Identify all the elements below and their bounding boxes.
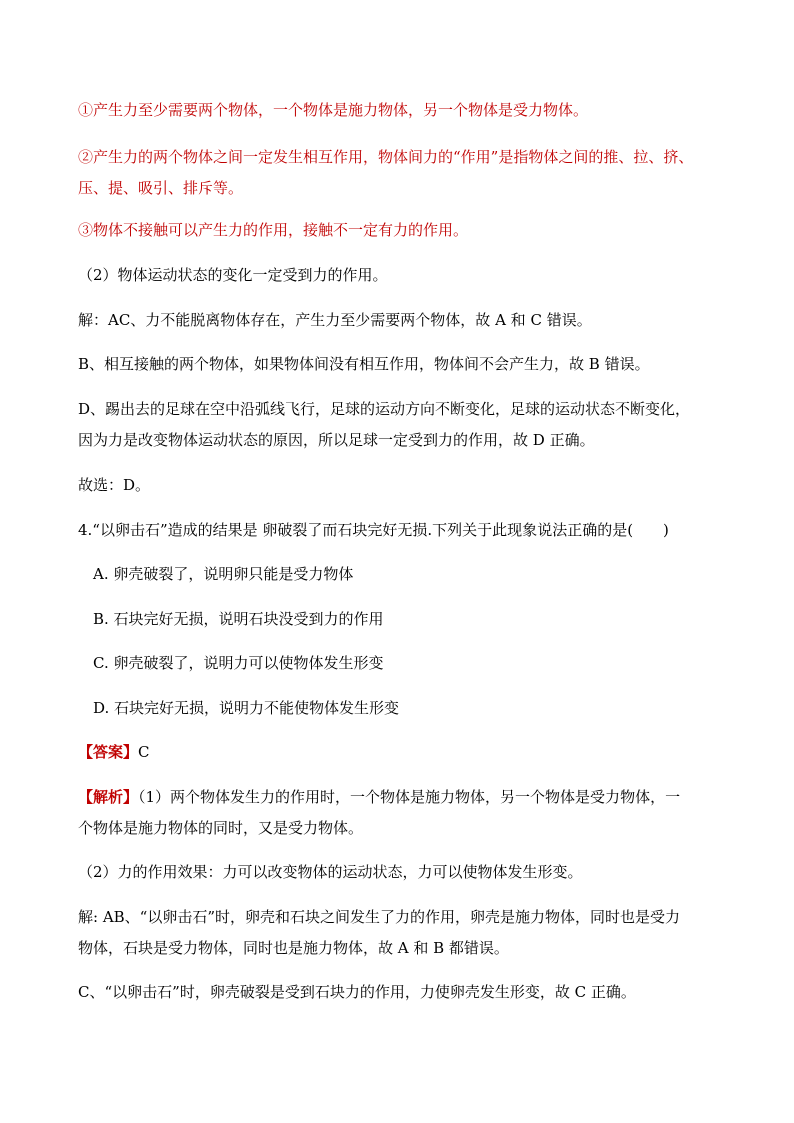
red-point-3: ③物体不接触可以产生力的作用，接触不一定有力的作用。 [78, 221, 469, 239]
q3-solution-d-line2: 因为力是改变物体运动状态的原因，所以足球一定受到力的作用，故 D 正确。 [78, 431, 595, 449]
red-point-1: ①产生力至少需要两个物体，一个物体是施力物体，另一个物体是受力物体。 [78, 101, 589, 119]
q3-solution-b: B、相互接触的两个物体，如果物体间没有相互作用，物体间不会产生力，故 B 错误。 [78, 355, 650, 373]
q4-solution-ab-line1: 解: AB、“以卵击石”时，卵壳和石块之间发生了力的作用，卵壳是施力物体，同时也是受力 [78, 908, 681, 926]
q3-solution-ac: 解：AC、力不能脱离物体存在，产生力至少需要两个物体，故 A 和 C 错误。 [78, 311, 592, 329]
analysis-tag: 【解析】 [78, 788, 139, 806]
q4-option-c: C. 卵壳破裂了，说明力可以使物体发生形变 [93, 654, 384, 672]
red-point-2-line1: ②产生力的两个物体之间一定发生相互作用，物体间力的“作用”是指物体之间的推、拉、挤、 [78, 148, 694, 166]
q4-analysis-line1 [78, 786, 734, 808]
q4-answer [78, 741, 734, 763]
q4-option-b: B. 石块完好无损，说明石块没受到力的作用 [93, 610, 384, 628]
q4-stem: 4.“以卵击石”造成的结果是 卵破裂了而石块完好无损.下列关于此现象说法正确的是( ) [78, 521, 669, 539]
q4-solution-ab-line2: 物体，石块是受力物体，同时也是施力物体，故 A 和 B 都错误。 [78, 939, 509, 957]
q4-solution-c: C、“以卵击石”时，卵壳破裂是受到石块力的作用，力使卵壳发生形变，故 C 正确。 [78, 983, 636, 1001]
answer-tag: 【答案】 [78, 743, 139, 761]
q4-analysis-point2: （2）力的作用效果：力可以改变物体的运动状态，力可以使物体发生形变。 [78, 863, 583, 881]
red-point-2-line2: 压、提、吸引、排斥等。 [78, 179, 244, 197]
q3-point-2: （2）物体运动状态的变化一定受到力的作用。 [78, 266, 388, 284]
q4-option-a: A. 卵壳破裂了，说明卵只能是受力物体 [93, 565, 354, 583]
q4-option-d: D. 石块完好无损，说明力不能使物体发生形变 [93, 699, 400, 717]
answer-value: C [138, 743, 150, 761]
q3-choice: 故选：D。 [78, 476, 151, 494]
q3-solution-d-line1: D、踢出去的足球在空中沿弧线飞行，足球的运动方向不断变化，足球的运动状态不断变化， [78, 400, 691, 418]
q4-analysis-line2: 个物体是施力物体的同时，又是受力物体。 [78, 819, 364, 837]
analysis-text: （1）两个物体发生力的作用时，一个物体是施力物体，另一个物体是受力物体，一 [138, 788, 681, 806]
